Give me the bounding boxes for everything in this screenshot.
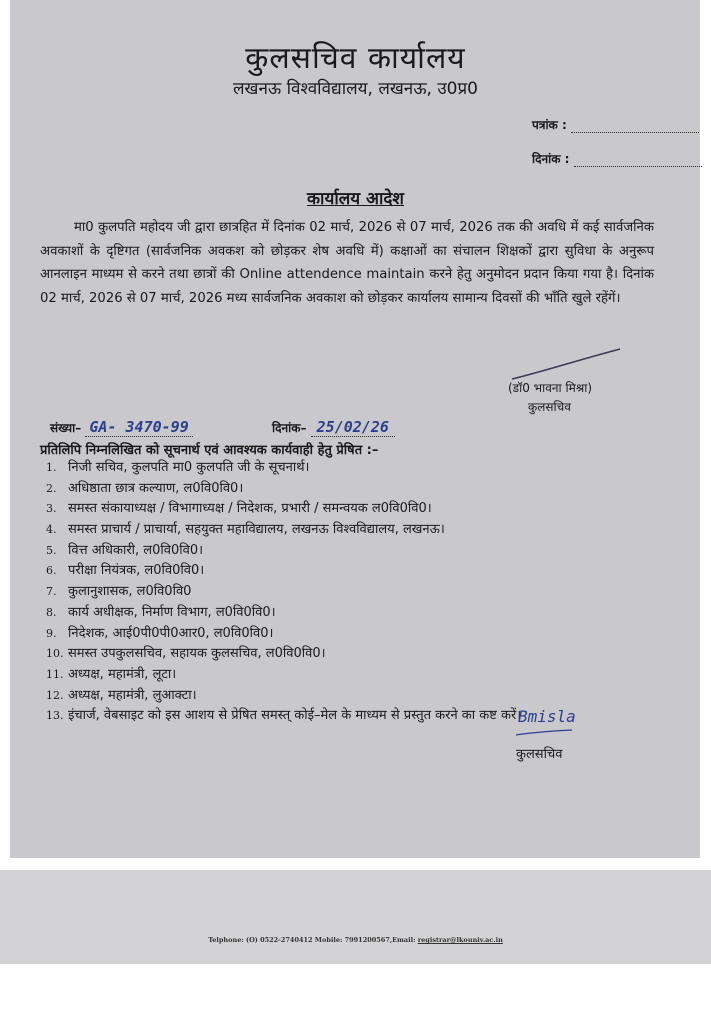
ref-number-blank: [571, 120, 699, 133]
recipient-item: [46, 520, 521, 541]
recipient-number: 3.: [46, 502, 57, 516]
order-heading: कार्यालय आदेश: [307, 189, 404, 209]
dispatch-number-value: GA- 3470-99: [85, 418, 192, 437]
recipient-text: परीक्षा नियंत्रक, ल0वि0वि0।: [68, 563, 205, 579]
dispatch-date-value: 25/02/26: [311, 418, 395, 437]
recipient-item: [46, 603, 521, 624]
university-address: लखनऊ विश्वविद्यालय, लखनऊ, उ0प्र0: [233, 79, 478, 99]
recipient-number: 7.: [46, 585, 57, 599]
recipient-item: [46, 561, 521, 582]
recipient-item: [46, 686, 521, 707]
recipient-item: [46, 644, 521, 665]
dispatch-number-label: संख्या–: [50, 421, 82, 435]
order-body: [40, 216, 654, 310]
recipient-number: 1.: [46, 461, 57, 474]
final-designation: कुलसचिव: [516, 747, 563, 762]
recipient-item: [46, 499, 521, 520]
footer-contact-text: Telphone: (O) 0522-2740412 Mobile: 7991200567,Email:: [208, 936, 416, 944]
dispatch-number-line: [50, 418, 193, 436]
ref-number-line: [532, 116, 699, 133]
page-bottom-margin: [0, 964, 711, 1024]
recipient-number: 11.: [46, 667, 64, 681]
signature-underline-icon: [514, 728, 574, 738]
recipient-number: 4.: [46, 523, 57, 537]
recipient-text: इंचार्ज, वेबसाइट को इस आशय से प्रेषित समस्त् कोई–मेल के माध्यम से प्रस्तुत करने का कष्ट करें।: [68, 708, 522, 724]
office-title: कुलसचिव कार्यालय: [245, 41, 466, 76]
footer-strip: [0, 870, 711, 964]
recipient-text: कुलानुशासक, ल0वि0वि0: [68, 584, 192, 600]
ref-date-blank: [574, 154, 702, 167]
recipient-number: 8.: [46, 605, 57, 619]
recipient-text: निजी सचिव, कुलपति मा0 कुलपति जी के सूचनार्थ।: [68, 460, 310, 475]
recipient-item: [46, 479, 521, 500]
recipient-number: 12.: [46, 688, 64, 702]
handwritten-signature: Bmisla: [518, 707, 576, 726]
recipient-number: 13.: [46, 709, 64, 723]
recipient-text: अध्यक्ष, महामंत्री, लूटा।: [68, 666, 177, 682]
recipient-text: समस्त संकायाध्यक्ष / विभागाध्यक्ष / निदेशक, प्रभारी / समन्वयक ल0वि0वि0।: [68, 501, 432, 517]
recipient-item: [46, 706, 521, 727]
recipient-text: समस्त प्राचार्य / प्राचार्या, सहयुक्त महाविद्यालय, लखनऊ विश्वविद्यालय, लखनऊ।: [68, 522, 445, 538]
recipient-item: [46, 458, 521, 479]
footer-contact: [0, 936, 711, 944]
recipient-text: वित्त अधिकारी, ल0वि0वि0।: [68, 542, 204, 558]
recipient-text: समस्त उपकुलसचिव, सहायक कुलसचिव, ल0वि0वि0।: [68, 646, 326, 662]
dispatch-date-label: दिनांक–: [272, 421, 307, 435]
recipient-number: 10.: [46, 647, 64, 661]
recipient-list: [46, 458, 521, 727]
recipient-item: [46, 665, 521, 686]
ref-date-label: दिनांक :: [532, 152, 570, 166]
copy-heading: प्रतिलिपि निम्नलिखित को सूचनार्थ एवं आवश्यक कार्यवाही हेतु प्रेषित :–: [40, 443, 379, 458]
footer-email-link[interactable]: registrar@lkouniv.ac.in: [417, 936, 503, 944]
ref-number-label: पत्रांक :: [532, 118, 567, 132]
recipient-item: [46, 582, 521, 603]
recipient-text: अधिष्ठाता छात्र कल्याण, ल0वि0वि0।: [68, 480, 244, 496]
ref-date-line: [532, 150, 702, 167]
recipient-number: 2.: [46, 481, 57, 495]
recipient-number: 9.: [46, 626, 57, 640]
signatory-name: (डॉ0 भावना मिश्रा): [508, 381, 593, 395]
dispatch-date-line: [272, 418, 395, 436]
signatory-designation: कुलसचिव: [528, 400, 571, 414]
recipient-item: [46, 624, 521, 645]
recipient-number: 5.: [46, 543, 57, 557]
recipient-text: अध्यक्ष, महामंत्री, लुआक्टा।: [68, 687, 197, 703]
recipient-number: 6.: [46, 564, 57, 578]
recipient-item: [46, 541, 521, 562]
recipient-text: कार्य अधीक्षक, निर्माण विभाग, ल0वि0वि0।: [68, 604, 276, 620]
recipient-text: निदेशक, आई0पी0पी0आर0, ल0वि0वि0।: [68, 625, 274, 641]
order-body-text: मा0 कुलपति महोदय जी द्वारा छात्रहित में दिनांक 02 मार्च, 2026 से 07 मार्च, 2026 तक की अवधि में कई सार्वजनिक अवकाशों के दृष्टिगत (सार्वजनिक अवकश को छोड़कर शेष अवधि में) कक्षाओं का संचालन शिक्षकों द्वारा सुविधा के अनुरूप आनलाइन माध्यम से करने तथा छात्रों की Online attendence maintain करने हेतु अनुमोदन प्रदान किया गया है। दिनांक 02 मार्च, 2026 से 07 मार्च, 2026 मध्य सार्वजनिक अवकाश को छोड़कर कार्यालय सामान्य दिवसों की भाँति खुले रहेंगें।: [40, 220, 654, 306]
